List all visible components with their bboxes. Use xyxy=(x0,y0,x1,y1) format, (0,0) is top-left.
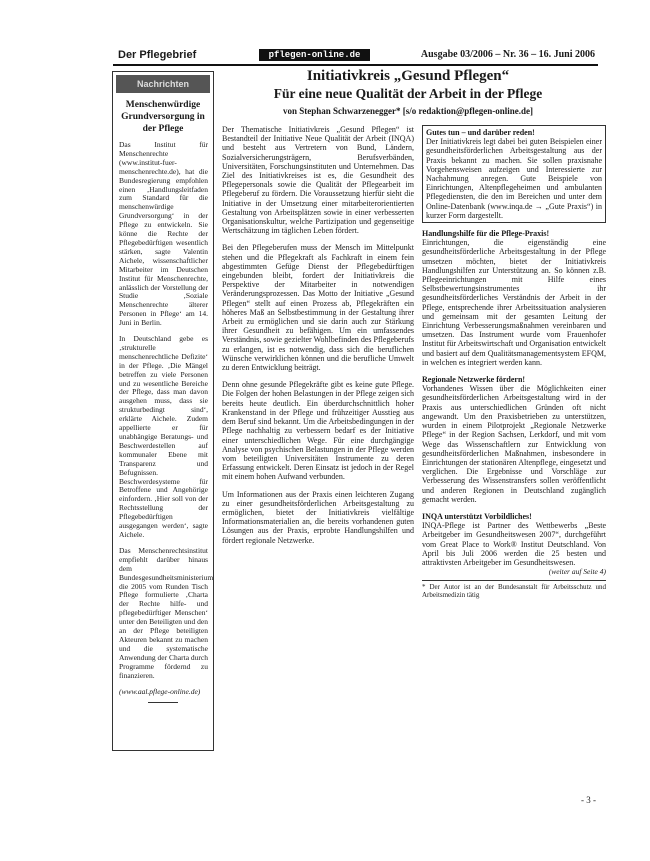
section-text: INQA-Pflege ist Partner des Wettbewerbs „Beste Arbeitgeber im Gesundheitswesen 2007“, durchgeführt vom Great Place to Work® Institut Deutschland. Von April bis Juli 2006 werden die 25 besten und attraktivsten Arbeitgeber im Gesundheitswesen. xyxy=(422,521,606,567)
pflegen-online-logo: pflegen-online.de xyxy=(259,49,370,61)
article-paragraph: Bei den Pflegeberufen muss der Mensch im Mittelpunkt stehen und die Pflegekraft als Fachkraft in einem fein abgestimmten Gefüge Dienst der Pflegebedürftigen eingebunden bleibt, fordert der Initiativkreis die Perspektive der Mitarbeiter in notwendigen Veränderungsprozessen. Das Motto der Initiative „Gesund Pflegen“ stellt auf einen Prozess ab, Pflegekräften ein höheres Maß an Selbstbestimmung in der Gestaltung ihrer Arbeit zu ermöglichen und sie darin auch zur Stärkung ihrer Gesundheit zu befähigen. Um ein umfassendes Verständnis, sowie gezielter Wohlbefinden des Pflegeberufs zu erlangen, ist es notwendig, dass sich die beruflichen Wünsche verwirklichen können und die berufliche Umwelt zu deren Entwicklung beiträgt. xyxy=(222,243,414,373)
sidebar-paragraph: Das Institut für Menschenrechte (www.institut-fuer-menschenrechte.de), hat die Bundesregierung empfohlen einen ‚Handlungsleitfaden zum Standard für die menschenwürdige Grundversorgung‘ in der Pflege zu entwickeln. Sie könne die Rechte der Pflegebedürftigen wesentlich stärken, sagte Valentin Aichele, wissenschaftlicher Mitarbeiter im Deutschen Institut für Menschenrechte, anlässlich der Vorstellung der Studie ‚Soziale Menschenrechte älterer Personen in Pflege‘ am 14. Juni in Berlin. xyxy=(119,140,208,328)
good-practice-box xyxy=(422,125,606,223)
sidebar-title: Menschenwürdige Grundversorgung in der Pflege xyxy=(121,100,205,134)
section-heading: Handlungshilfe für die Pflege-Praxis! xyxy=(422,229,550,239)
author-footnote: * Der Autor ist an der Bundesanstalt für Arbeitsschutz und Arbeitsmedizin tätig xyxy=(422,580,606,599)
sidebar-divider xyxy=(148,702,178,703)
article-title: Initiativkreis „Gesund Pflegen“ xyxy=(306,68,510,84)
header-rule xyxy=(113,64,598,66)
article-column-right xyxy=(422,125,606,599)
box-heading: Gutes tun – und darüber reden! xyxy=(426,128,535,137)
continued-note: (weiter auf Seite 4) xyxy=(548,567,606,577)
article-paragraph: Der Thematische Initiativkreis „Gesund Pflegen“ ist Bestandteil der Initiative Neue Qualität der Arbeit (INQA) und besteht aus Vertretern von Bund, Ländern, Sozialversicherungsträgern, Berufsverbänden, Universitäten, Forschungsinstituten und Unternehmen. Das Ziel des Initiativkreises ist es, die Gesundheit des Pflegepersonals sowie die Qualität der Pflegearbeit im Pflegeberuf zu fördern. Die Voraussetzung hierfür sieht die Initiative in der Umsetzung einer mitarbeiterorientierten Gestaltung von Arbeitsplätzen sowie in einer verbesserten Organisationskultur, welche Partizipation und gegenseitige Wertschätzung im täglichen Leben fördert. xyxy=(222,125,414,236)
article-headline xyxy=(218,68,598,102)
news-sidebar xyxy=(112,71,214,751)
sidebar-source: (www.aal.pflege-online.de) xyxy=(119,687,201,697)
newsletter-name: Der Pflegebrief xyxy=(118,49,197,61)
article-paragraph: Um Informationen aus der Praxis einen leichteren Zugang zu einer gesundheitsförderlichen Arbeitsgestaltung zu ermöglichen, bietet der Initiativkreis vielfältige Informationsmaterialien an, die bereits vorhandenen guten Lösungen aus der Praxis, erprobte Handlungshilfen und fördert regionale Netzwerke. xyxy=(222,489,414,545)
article-subtitle: Für eine neue Qualität der Arbeit in der Pflege xyxy=(273,86,543,101)
box-text: Der Initiativkreis legt dabei bei guten Beispielen einer gesundheitsförderlichen Arbeitsgestaltung aus der Praxis bekannt zu machen. Sie sollen praxisnahe Vorgehensweisen aufzeigen und Interessierte zur Nachahmung anregen. Gute Beispiele von Einrichtungen, Altenpflegeheimen und ambulanten Pflegediensten, die den im Bereichen und unter dem Online-Datenbank (www.inqa.de → „Gute Praxis“) in kurzer Form dargestellt. xyxy=(426,137,602,220)
article-column-left xyxy=(222,125,414,553)
sidebar-paragraph: In Deutschland gebe es ‚strukturelle menschenrechtliche Defizite‘ in der Pflege. ‚Die Mängel betreffen zu viele Personen und zu wesentliche Bereiche der Pflege, dass man davon ausgehen muss, dass sie strukturbedingt sind‘, erklärte Aichele. Zudem appellierte er für unabhängige Beratungs- und Beschwerdestellen auf kommunaler Ebene mit Transparenz und Befugnissen. Beschwerdesysteme für Betroffene und Angehörige einfordern. ‚Hier soll von der Rechtsstellung der Pflegebedürftigen ausgegangen werden‘, sagte Aichele. xyxy=(119,334,208,539)
page-number: - 3 - xyxy=(581,795,596,805)
section-text: Einrichtungen, die eigenständig eine gesundheitsförderliche Arbeitsgestaltung in der Pflege umsetzen möchten, bietet der Initiativkreis Handlungshilfen zur Unterstützung an. So können z.B. Pflegeeinrichtungen mit Hilfe eines Selbstbewertungsinstrumentes ihr gesundheitsförderliches Verständnis der Arbeit in der Pflege, entsprechende ihrer Arbeitssituation analysieren und gemeinsam mit der gesamten Leitung der Einrichtung Verbesserungsmaßnahmen vereinbaren und umsetzen. Das Instrument wurde vom Frauenhofer Institut für Arbeitswirtschaft und Organisation entwickelt und basiert auf dem Qualitätsmanagementsystem EFQM, in welchen es integriert werden kann. xyxy=(422,238,606,367)
section-text: Vorhandenes Wissen über die Möglichkeiten einer gesundheitsförderlichen Arbeitsgestaltung wird in der Praxis aus unterschiedlichen Gründen oft nicht angewandt. Um den Praxisbetrieben zu unterstützen, wurden in einem Pilotprojekt „Regionale Netzwerke Pflege“ in der Region Sachsen, Lerkdorf, und mit vom Wege das Wissenschaftlern zur Entwicklung von gesundheitsförderlichen Maßnahmen, insbesondere in Einrichtungen der stationären Altenpflege, eingesetzt und verglichen. Die Ergebnisse und Vorschläge zur Verbesserung des Wissenstransfers sollen veröffentlicht und anderen Regionen in Deutschland zugänglich gemacht werden. xyxy=(422,384,606,504)
sidebar-label: Nachrichten xyxy=(116,75,210,93)
sidebar-paragraph: Das Menschenrechtsinstitut empfiehlt darüber hinaus dem Bundesgesundheitsministerium die 2005 vom Runden Tisch Pflege formulierte ‚Charta der Rechte hilfe- und pflegebedürftiger Menschen‘ unter den Beteiligten und den an der Pflege beteiligten Akteuren bekannt zu machen und die systematische Anwendung der Charta durch Programme fördernd zu finanzieren. xyxy=(119,545,214,680)
article-byline: von Stephan Schwarzenegger* [s/o redaktion@pflegen-online.de] xyxy=(283,106,533,116)
section-heading: Regionale Netzwerke fördern! xyxy=(422,375,526,385)
issue-info: Ausgabe 03/2006 – Nr. 36 – 16. Juni 2006 xyxy=(420,49,595,60)
sidebar-body xyxy=(119,140,214,680)
article-paragraph: Denn ohne gesunde Pflegekräfte gibt es keine gute Pflege. Die Folgen der hohen Belastungen in der Pflege zeigen sich bereits heute deutlich. Ein überdurchschnittlich hoher Krankenstand in der Pflege und frühzeitiger Ausstieg aus dem Beruf sind bekannt. Um die Arbeitsbedingungen in der Pflege nachhaltig zu verbessern bedarf es der Initiative einer unterschiedlichen Wege. Für eine durchgängige Analyse von psychischen Belastungen in der Pflege werden vom beteiligten Universitäten Instrumente zu deren Erfassung entwickelt. Deren Einsatz ist jedoch in der Regel mit einem hohen Aufwand verbunden. xyxy=(222,380,414,482)
section-heading: INQA unterstützt Vorbildliches! xyxy=(422,511,532,521)
